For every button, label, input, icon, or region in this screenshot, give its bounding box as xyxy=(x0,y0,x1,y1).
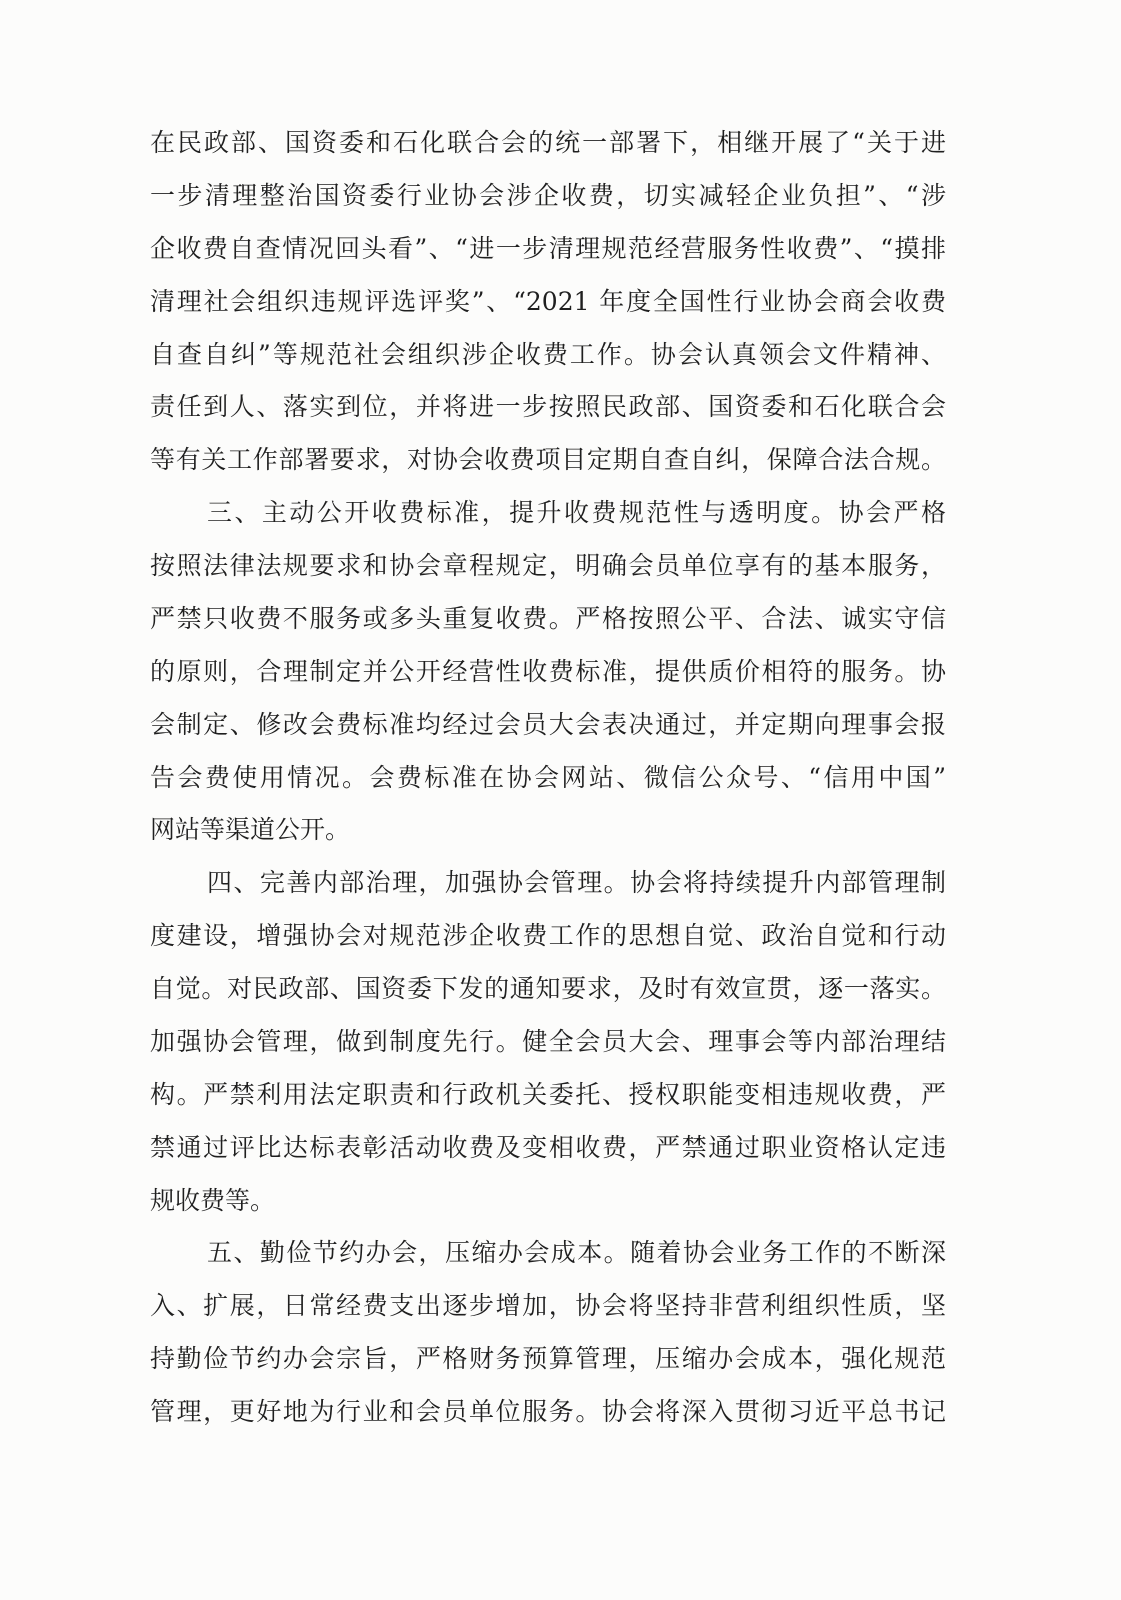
text-line: 自查自纠”等规范社会组织涉企收费工作。协会认真领会文件精神、 xyxy=(150,339,946,369)
text-line: 清理社会组织违规评选评奖”、“2021 年度全国性行业协会商会收费 xyxy=(150,286,946,316)
text-line: 管理，更好地为行业和会员单位服务。协会将深入贯彻习近平总书记 xyxy=(150,1397,946,1426)
text-line: 四、完善内部治理，加强协会管理。协会将持续提升内部管理制 xyxy=(207,868,946,898)
text-line: 的原则，合理制定并公开经营性收费标准，提供质价相符的服务。协 xyxy=(150,656,946,686)
paragraph-2 xyxy=(150,487,946,857)
text-line: 禁通过评比达标表彰活动收费及变相收费，严禁通过职业资格认定违 xyxy=(150,1132,946,1162)
text-line: 网站等渠道公开。 xyxy=(150,815,351,845)
text-line: 等有关工作部署要求，对协会收费项目定期自查自纠，保障合法合规。 xyxy=(150,445,946,475)
text-line: 加强协会管理，做到制度先行。健全会员大会、理事会等内部治理结 xyxy=(150,1026,946,1056)
paragraph-4 xyxy=(150,1227,946,1439)
text-line: 一步清理整治国资委行业协会涉企收费，切实减轻企业负担”、“涉 xyxy=(150,180,946,210)
text-line: 会制定、修改会费标准均经过会员大会表决通过，并定期向理事会报 xyxy=(150,709,946,739)
text-line: 构。严禁利用法定职责和行政机关委托、授权职能变相违规收费，严 xyxy=(150,1079,946,1109)
text-line: 严禁只收费不服务或多头重复收费。严格按照公平、合法、诚实守信 xyxy=(150,603,946,633)
text-line: 度建设，增强协会对规范涉企收费工作的思想自觉、政治自觉和行动 xyxy=(150,921,946,951)
text-line: 三、主动公开收费标准，提升收费规范性与透明度。协会严格 xyxy=(207,498,946,528)
text-line: 持勤俭节约办会宗旨，严格财务预算管理，压缩办会成本，强化规范 xyxy=(150,1344,946,1374)
text-line: 五、勤俭节约办会，压缩办会成本。随着协会业务工作的不断深 xyxy=(207,1238,946,1268)
text-line: 规收费等。 xyxy=(150,1185,276,1215)
text-line: 责任到人、落实到位，并将进一步按照民政部、国资委和石化联合会 xyxy=(150,392,946,422)
paragraph-1 xyxy=(150,117,946,487)
text-line: 入、扩展，日常经费支出逐步增加，协会将坚持非营利组织性质，坚 xyxy=(150,1291,946,1321)
text-line: 自觉。对民政部、国资委下发的通知要求，及时有效宣贯，逐一落实。 xyxy=(150,974,946,1003)
text-line: 在民政部、国资委和石化联合会的统一部署下，相继开展了“关于进 xyxy=(150,128,946,157)
text-line: 企收费自查情况回头看”、“进一步清理规范经营服务性收费”、“摸排 xyxy=(150,233,946,263)
paragraph-3 xyxy=(150,857,946,1227)
text-line: 按照法律法规要求和协会章程规定，明确会员单位享有的基本服务， xyxy=(150,551,946,580)
text-line: 告会费使用情况。会费标准在协会网站、微信公众号、“信用中国” xyxy=(150,762,946,792)
body-text xyxy=(150,117,946,1439)
